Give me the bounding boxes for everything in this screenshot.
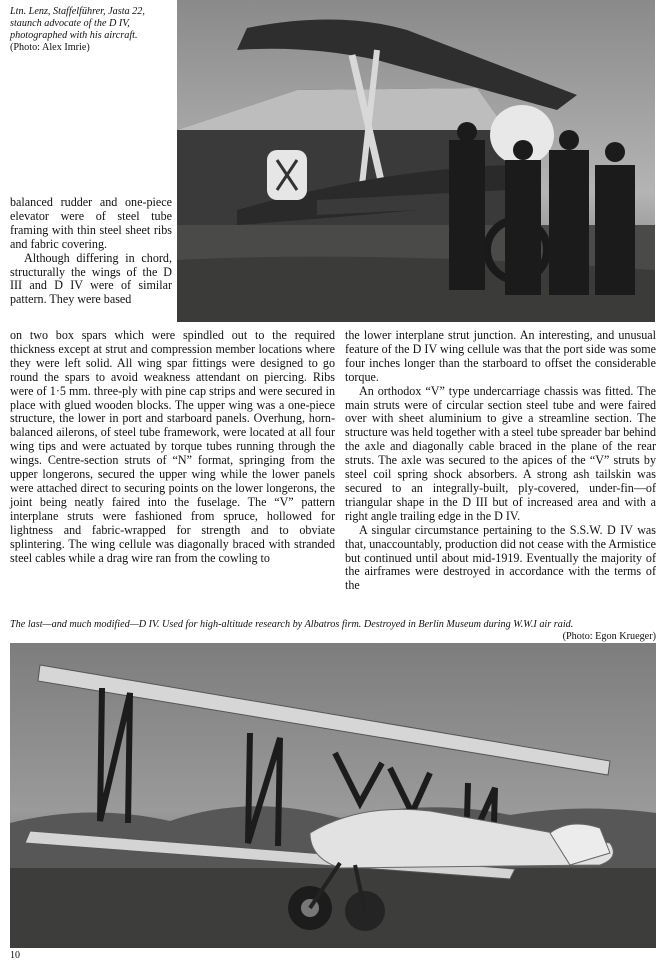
right-paragraph-2: An orthodox “V” type undercarriage chassis was fitted. The main struts were of circular section steel tube and were faired over with sheet aluminium to give a streamline section. The structure was held together with a steel tube spreader bar behind the axle and diagonally cable braced in the plane of the rear struts. The axle was secured to the apices of the “V” struts by steel coil spring shock absorbers. A strong ash tailskin was secured to an integrally-built, ply-covered, under-fin—of triangular shape in the D III but of increased area and with a right angle trailing edge in the D IV. xyxy=(345,383,656,523)
left-paragraph-2: Although differing in chord, structurally the wings of the D III and D IV were of similar pattern. They were based xyxy=(10,250,172,307)
top-caption-credit: (Photo: Alex Imrie) xyxy=(10,42,90,53)
left-column-text xyxy=(10,196,172,307)
middle-paragraph: on two box spars which were spindled out to the required thickness except at strut and compression member locations where they were left solid. All wing spar fittings were designed to go round the spars to avoid weakness attendant on piercing. Ribs were of 1·5 mm. three-ply with pine cap strips and were secured in place with glued wooden blocks. The upper wing was a one-piece structure, the lower in port and starboard panels. Overhung, horn-balanced ailerons, of steel tube framework, were located at all four wing tips and were actuated by torque tubes running through the wings. Centre-section struts of “N” format, springing from the upper longerons, secured the upper wing while the lower panels were attached direct to securing points on the lower longerons, the joint being neatly faired into the fuselage. The “V” pattern interplane struts were fashioned from spruce, hollowed for lightness and fabric-wrapped for strength and to obviate splintering. The wing cellule was diagonally braced with stranded steel cables while a drag wire ran from the cowling to xyxy=(10,328,335,565)
top-photo-caption xyxy=(10,6,170,54)
bottom-caption-text: The last—and much modified—D IV. Used for high-altitude research by Albatros firm. Destroyed in Berlin Museum during W.W.I air raid. xyxy=(10,619,574,630)
right-paragraph-3: A singular circumstance pertaining to the S.S.W. D IV was that, unaccountably, production did not cease with the Armistice but continued until about mid-1919. Eventually the majority of the airframes were destroyed in accordance with the terms of the xyxy=(345,522,656,593)
middle-column-text xyxy=(10,329,335,565)
page-number: 10 xyxy=(10,950,20,961)
bottom-photo-caption xyxy=(10,619,656,643)
bottom-caption-credit: (Photo: Egon Krueger) xyxy=(562,631,656,642)
right-column-text xyxy=(345,329,656,593)
left-paragraph-1: balanced rudder and one-piece elevator were of steel tube framing with thin steel sheet ribs and fabric covering. xyxy=(10,195,172,251)
bottom-photo-modified-biplane xyxy=(10,643,656,948)
right-paragraph-1: the lower interplane strut junction. An interesting, and unusual feature of the D IV wing cellule was that the port side was some four inches longer than the starboard to offset the considerable torque. xyxy=(345,328,656,384)
top-caption-text: Ltn. Lenz, Staffelführer, Jasta 22, staunch advocate of the D IV, photographed with his aircraft. xyxy=(10,6,145,41)
top-photo-biplane-with-pilots xyxy=(177,0,655,322)
